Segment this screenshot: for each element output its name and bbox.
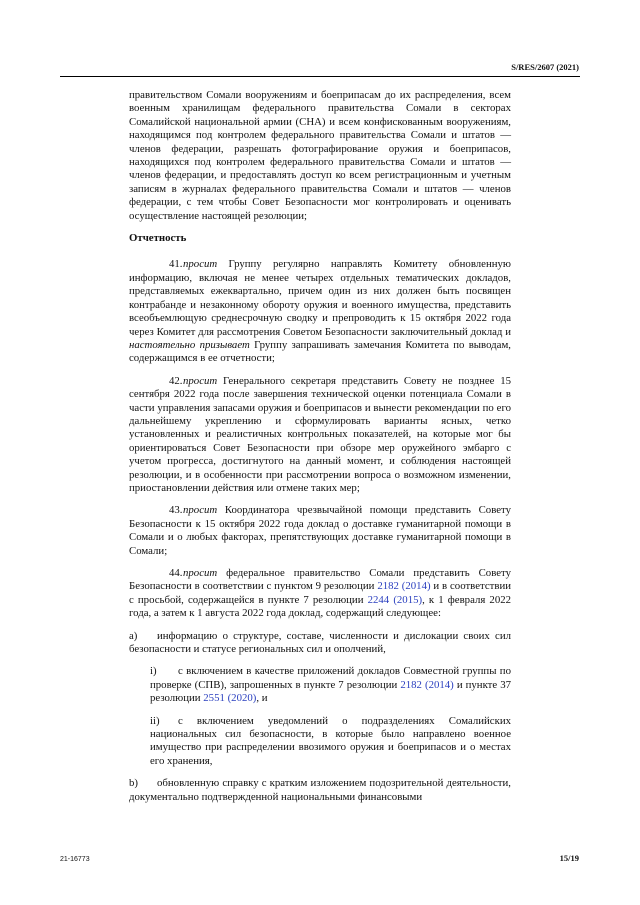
paragraph-41 [129,258,511,365]
operative-verb: просит [183,504,218,517]
paragraph-44 [129,567,511,621]
resolution-link[interactable]: 2182 (2014) [400,678,454,691]
subparagraph-b [129,777,511,804]
paragraph-text: и пункте 37 резолюции [150,678,512,705]
resolution-link[interactable]: 2244 (2015) [367,593,423,606]
paragraph-42 [129,375,511,496]
section-heading: Отчетность [129,232,187,245]
document-header-code: S/RES/2607 (2021) [511,62,579,72]
operative-verb: просит [183,567,218,579]
paragraph-text: , к 1 февраля 2022 года, а затем к 1 августа 2022 года доклад, содержащий следующее: [129,593,512,620]
subparagraph-label: i) [150,665,157,678]
paragraph-43 [129,504,511,558]
paragraph-text: обновленную справку с кратким изложением подозрительной деятельности, документально подтвержденной национальными финансовыми [129,777,511,803]
paragraph-text: с включением уведомлений о подразделениях Сомалийских национальных сил безопасности, в которые было направлено военное имущество при распределении ввозимого оружия и боеприпасов и о местах его хранения, [150,714,511,767]
subparagraph-ii [129,715,511,769]
paragraph-text: с включением в качестве приложений докладов Совместной группы по проверке (СПВ), запрошенных в пункте 7 резолюции [150,665,511,691]
subparagraph-i [129,665,511,705]
document-number: 21-16773 [60,856,90,863]
paragraph-number: 44. [169,567,183,579]
page-number: 15/19 [559,853,579,863]
paragraph-number: 41. [169,258,183,271]
paragraph-number: 42. [169,374,183,387]
paragraph-text: и в соответствии с просьбой, содержащейся в пункте 7 резолюции [129,580,512,606]
paragraph-text: Координатора чрезвычайной помощи представить Совету Безопасности к 15 октября 2022 года доклад о доставке гуманитарной помощи в Сомали и о любых факторах, препятствующих доставке гуманитарной помощи в Сомали; [129,504,511,557]
paragraph-text: Группу регулярно направлять Комитету обновленную информацию, включая не менее четырех отдельных тематических докладов, представляемых ежеквартально, причем один из них должен быть посвящен контрабанде и незаконному обороту оружия и военного имущества, представить всеобъемлющую среднесрочную сводку и препроводить к 15 октября 2022 года через Комитет для рассмотрения Советом Безопасности заключительный доклад и [129,258,511,338]
paragraph-continuation: правительством Сомали вооружениям и боеприпасам до их распределения, всем военным хранилищам федерального правительства Сомали в секторах Сомалийской национальной армии (СНА) и всем конфискованным вооружениям, находящимся под контролем федерального правительства Сомали и штатов — членов федерации, разрешать фотографирование оружия и боеприпасов, находящихся под контролем федерального правительства Сомали и штатов — членов федерации, и предоставлять доступ ко всем регистрационным и учетным записям в журналах федерального правительства Сомали и штатов — членов федерации, с тем чтобы Совет Безопасности мог контролировать и оценивать осуществление настоящей резолюции; [129,89,511,222]
subparagraph-a [129,630,511,657]
subparagraph-label: a) [129,629,138,642]
resolution-link[interactable]: 2551 (2020) [203,692,257,705]
resolution-link[interactable]: 2182 (2014) [377,580,431,593]
paragraph-text: Группу запрашивать замечания Комитета по выводам, содержащимся в ее отчетности; [129,338,511,365]
paragraph-text: Генерального секретаря представить Совету не позднее 15 сентября 2022 года после завершения технической оценки потенциала Сомали в части управления запасами оружия и боеприпасов и вынести рекомендации по его дальнейшему укреплению и сформулировать варианты ясных, четко установленных и реалистичных контрольных показателей, на которые мог бы ориентироваться Совет Безопасности при обзоре мер оружейного эмбарго с учетом прогресса, достигнутого на данный момент, и соблюдения настоящей резолюции, и в особенности при рассмотрении вопроса о возможном изменении, приостановлении действия или отмене таких мер; [129,374,511,494]
paragraph-text: федеральное правительство Сомали представить Совету Безопасности в соответствии с пунктом 9 резолюции [129,567,512,593]
operative-verb: просит [183,258,218,271]
document-body [129,89,511,804]
paragraph-text: информацию о структуре, составе, численности и дислокации своих сил безопасности и статусе региональных сил и ополчений, [129,629,511,656]
subparagraph-label: ii) [150,714,160,727]
header-rule [60,76,580,77]
operative-verb: просит [183,374,218,387]
operative-verb: настоятельно призывает [129,338,250,351]
paragraph-number: 43. [169,504,183,517]
paragraph-text: , и [256,692,268,705]
subparagraph-label: b) [129,777,138,790]
